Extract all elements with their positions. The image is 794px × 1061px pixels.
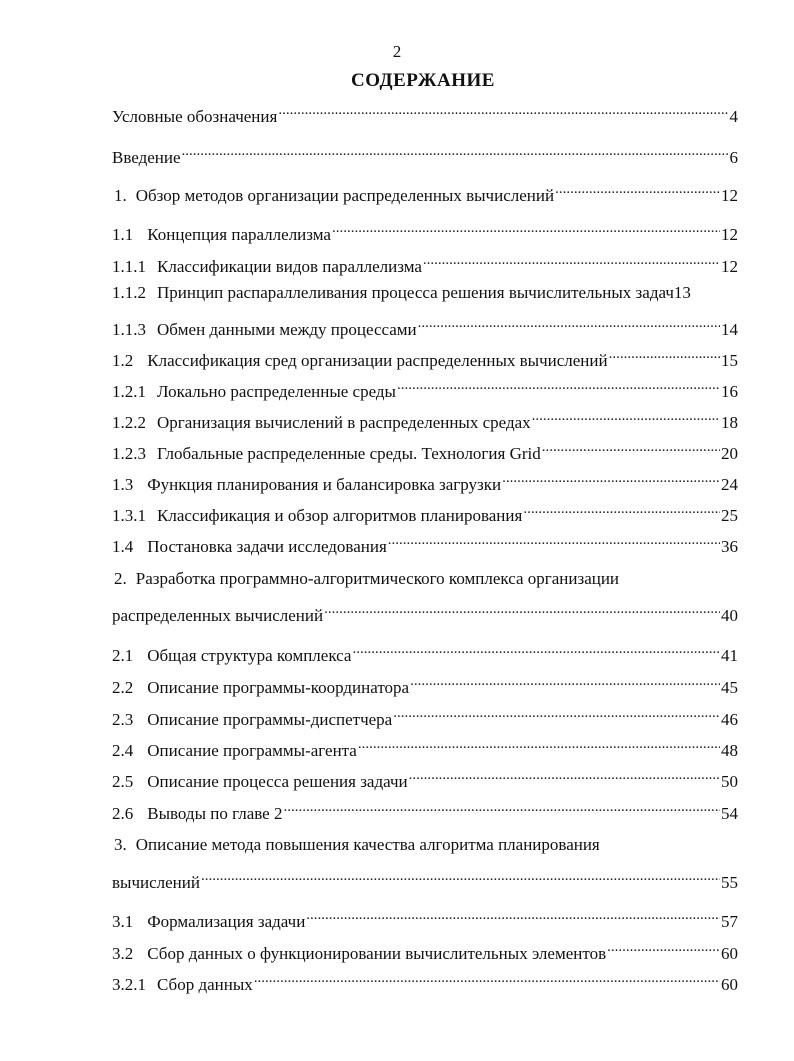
- toc-entry[interactable]: [112, 765, 738, 793]
- toc-leader-dots: [393, 703, 720, 725]
- toc-entry[interactable]: [112, 530, 738, 558]
- toc-leader-dots: [278, 100, 728, 122]
- toc-entry-title: Глобальные распределенные среды. Технология Grid: [157, 444, 541, 463]
- toc-entry-page: 60: [721, 944, 738, 963]
- toc-leader-dots: [388, 530, 720, 552]
- toc-entry-number: 2.3: [112, 710, 134, 729]
- toc-entry-number: 2.5: [112, 772, 134, 791]
- toc-entry[interactable]: [112, 468, 738, 496]
- toc-entry-number: 2.6: [112, 804, 134, 823]
- toc-entry[interactable]: [112, 905, 738, 933]
- toc-entry-number: 2.: [114, 569, 127, 588]
- toc-leader-dots: [324, 599, 720, 621]
- toc-entry-title: Классификация сред организации распределенных вычислений: [147, 351, 608, 370]
- toc-entry-page: 6: [729, 148, 738, 167]
- toc-entry-title: Описание программы-координатора: [147, 678, 410, 697]
- toc-entry-title: распределенных вычислений: [112, 606, 324, 625]
- toc-entry-title: Описание процесса решения задачи: [147, 772, 408, 791]
- toc-entry-page: 60: [721, 975, 738, 994]
- toc-entry-page: 55: [721, 873, 738, 892]
- toc-entry-page: 14: [721, 320, 738, 339]
- toc-entry[interactable]: [112, 734, 738, 762]
- toc-entry-title: Общая структура комплекса: [147, 646, 352, 665]
- toc-entry[interactable]: [112, 406, 738, 434]
- toc-entry[interactable]: [112, 250, 738, 278]
- toc-entry-title: Организация вычислений в распределенных средах: [157, 413, 531, 432]
- toc-entry-title: Условные обозначения: [112, 107, 278, 126]
- toc-entry-page: 50: [721, 772, 738, 791]
- toc-entry[interactable]: [112, 834, 738, 856]
- toc-leader-dots: [609, 344, 720, 366]
- toc-entry-number: 3.1: [112, 912, 134, 931]
- toc-leader-dots: [542, 437, 720, 459]
- toc-entry[interactable]: [112, 100, 738, 128]
- toc-entry-page: 54: [721, 804, 738, 823]
- toc-entry-number: 1.3: [112, 475, 134, 494]
- toc-entry[interactable]: [112, 218, 738, 246]
- toc-entry-title: Постановка задачи исследования: [147, 537, 387, 556]
- toc-entry-title: Классификации видов параллелизма: [157, 257, 422, 276]
- toc-entry-title: Формализация задачи: [147, 912, 306, 931]
- toc-entry[interactable]: [112, 797, 738, 825]
- toc-entry-title: Введение: [112, 148, 181, 167]
- toc-entry-page: 40: [721, 606, 738, 625]
- toc-entry-title: Функция планирования и балансировка загрузки: [147, 475, 502, 494]
- toc-heading: СОДЕРЖАНИЕ: [351, 70, 495, 91]
- toc-entry-number: 1.2.1: [112, 382, 146, 401]
- toc-entry-number: 2.4: [112, 741, 134, 760]
- toc-entry-page: 12: [721, 186, 738, 205]
- toc-entry-page: 25: [721, 506, 738, 525]
- toc-entry-page: 45: [721, 678, 738, 697]
- toc-entry-title: Сбор данных о функционировании вычислительных элементов: [147, 944, 607, 963]
- toc-entry-page: 15: [721, 351, 738, 370]
- toc-entry-number: 1.1.1: [112, 257, 146, 276]
- toc-entry-page: 24: [721, 475, 738, 494]
- toc-leader-dots: [397, 375, 720, 397]
- toc-entry-number: 1.1.2: [112, 283, 146, 302]
- toc-entry-page: 48: [721, 741, 738, 760]
- toc-entry[interactable]: [112, 599, 738, 627]
- toc-entry-title: Описание метода повышения качества алгоритма планирования: [135, 835, 600, 854]
- toc-leader-dots: [283, 797, 720, 819]
- page-number: 2: [392, 42, 402, 61]
- toc-entry-page: 13: [673, 283, 691, 302]
- toc-entry-number: 1.1.3: [112, 320, 146, 339]
- toc-entry[interactable]: [112, 282, 738, 304]
- toc-entry-page: 57: [721, 912, 738, 931]
- toc-entry-title: вычислений: [112, 873, 200, 892]
- toc-entry[interactable]: [112, 437, 738, 465]
- toc-leader-dots: [358, 734, 720, 756]
- toc-entry-title: Классификация и обзор алгоритмов планирования: [157, 506, 523, 525]
- toc-entry[interactable]: [112, 375, 738, 403]
- toc-entry-title: Описание программы-диспетчера: [147, 710, 393, 729]
- toc-entry-page: 12: [721, 257, 738, 276]
- toc-entry-page: 12: [721, 225, 738, 244]
- toc-leader-dots: [555, 179, 720, 201]
- toc-entry[interactable]: [112, 671, 738, 699]
- toc-entry-title: Концепция параллелизма: [147, 225, 331, 244]
- toc-leader-dots: [182, 141, 729, 163]
- toc-entry-number: 2.2: [112, 678, 134, 697]
- toc-entry[interactable]: [112, 344, 738, 372]
- toc-entry-title: Принцип распараллеливания процесса решения вычислительных задач: [157, 283, 674, 302]
- toc-entry[interactable]: [112, 937, 738, 965]
- toc-entry-number: 1.2.3: [112, 444, 146, 463]
- toc-leader-dots: [532, 406, 720, 428]
- toc-entry[interactable]: [112, 968, 738, 996]
- toc-entry-page: 36: [721, 537, 738, 556]
- toc-entry[interactable]: [112, 866, 738, 894]
- toc-leader-dots: [409, 765, 720, 787]
- toc-entry-number: 3.2.1: [112, 975, 146, 994]
- toc-leader-dots: [418, 313, 720, 335]
- toc-entry-page: 16: [721, 382, 738, 401]
- toc-entry-title: Выводы по главе 2: [147, 804, 283, 823]
- toc-leader-dots: [423, 250, 720, 272]
- toc-entry[interactable]: [112, 499, 738, 527]
- toc-entry-number: 2.1: [112, 646, 134, 665]
- toc-entry-number: 1.3.1: [112, 506, 146, 525]
- toc-entry-number: 1.2: [112, 351, 134, 370]
- toc-leader-dots: [201, 866, 720, 888]
- toc-entry-number: 1.1: [112, 225, 134, 244]
- toc-entry-title: Обмен данными между процессами: [157, 320, 417, 339]
- toc-entry-title: Локально распределенные среды: [157, 382, 396, 401]
- toc-entry[interactable]: [112, 703, 738, 731]
- toc-entry-title: Разработка программно-алгоритмического комплекса организации: [135, 569, 620, 588]
- toc-entry-page: 4: [729, 107, 738, 126]
- toc-entry[interactable]: [112, 568, 738, 590]
- toc-entry-page: 20: [721, 444, 738, 463]
- toc-entry-title: Описание программы-агента: [147, 741, 357, 760]
- toc-leader-dots: [332, 218, 720, 240]
- toc-entry[interactable]: [112, 639, 738, 667]
- toc-leader-dots: [306, 905, 720, 927]
- toc-entry-number: 1.: [114, 186, 127, 205]
- toc-entry-number: 3.2: [112, 944, 134, 963]
- toc-leader-dots: [410, 671, 720, 693]
- toc-leader-dots: [352, 639, 720, 661]
- toc-entry[interactable]: [112, 141, 738, 169]
- toc-leader-dots: [254, 968, 720, 990]
- toc-entry-title: Сбор данных: [157, 975, 253, 994]
- toc-entry-number: 3.: [114, 835, 127, 854]
- toc-entry-page: 46: [721, 710, 738, 729]
- toc-entry-page: 18: [721, 413, 738, 432]
- toc-entry-page: 41: [721, 646, 738, 665]
- toc-entry[interactable]: [112, 313, 738, 341]
- toc-entry-title: Обзор методов организации распределенных вычислений: [135, 186, 555, 205]
- toc-entry[interactable]: [112, 179, 738, 207]
- toc-entry-number: 1.2.2: [112, 413, 146, 432]
- toc-leader-dots: [607, 937, 720, 959]
- toc-leader-dots: [502, 468, 720, 490]
- toc-entry-number: 1.4: [112, 537, 134, 556]
- toc-leader-dots: [523, 499, 720, 521]
